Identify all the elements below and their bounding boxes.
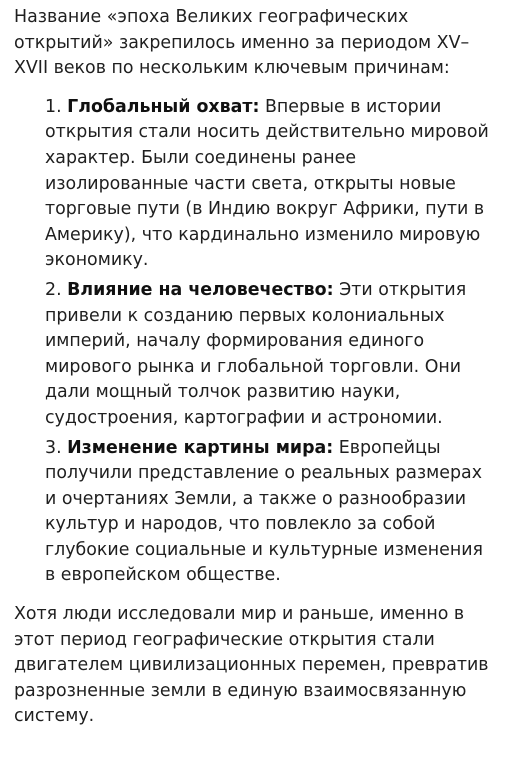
list-item — [45, 278, 497, 432]
list-item-text: Впервые в истории открытия стали носить действительно мировой характер. Были соединены ранее изолированные части света, открыты новые торговые пути (в Индию вокруг Африки, пути в Америку), что кардинально изменило мировую экономику. — [45, 96, 489, 271]
list-item-term: Влияние на человечество: — [67, 279, 334, 300]
list-item-term: Глобальный охват: — [67, 96, 260, 117]
reasons-list — [14, 95, 497, 589]
list-item — [45, 436, 497, 590]
list-item-text: Эти открытия привели к созданию первых колониальных империй, началу формирования единого мирового рынка и глобальной торговли. Они дали мощный толчок развитию науки, судостроения, картографии и астрономии. — [45, 279, 467, 428]
conclusion-paragraph: Хотя люди исследовали мир и раньше, именно в этот период географические открытия стали двигателем цивилизационных перемен, превратив разрозненные земли в единую взаимосвязанную систему. — [14, 604, 489, 727]
list-item-number: 3. — [45, 437, 62, 458]
list-item-text: Европейцы получили представление о реальных размерах и очертаниях Земли, а также о разнообразии культур и народов, что повлекло за собой глубокие социальные и культурные изменения в европейском обществе. — [45, 437, 483, 586]
list-item-term: Изменение картины мира: — [67, 437, 334, 458]
intro-paragraph: Название «эпоха Великих географических открытий» закрепилось именно за периодом XV–XVII веков по нескольким ключевым причинам: — [14, 7, 470, 79]
list-item-number: 2. — [45, 279, 62, 300]
list-item-number: 1. — [45, 96, 62, 117]
list-item — [45, 95, 497, 274]
